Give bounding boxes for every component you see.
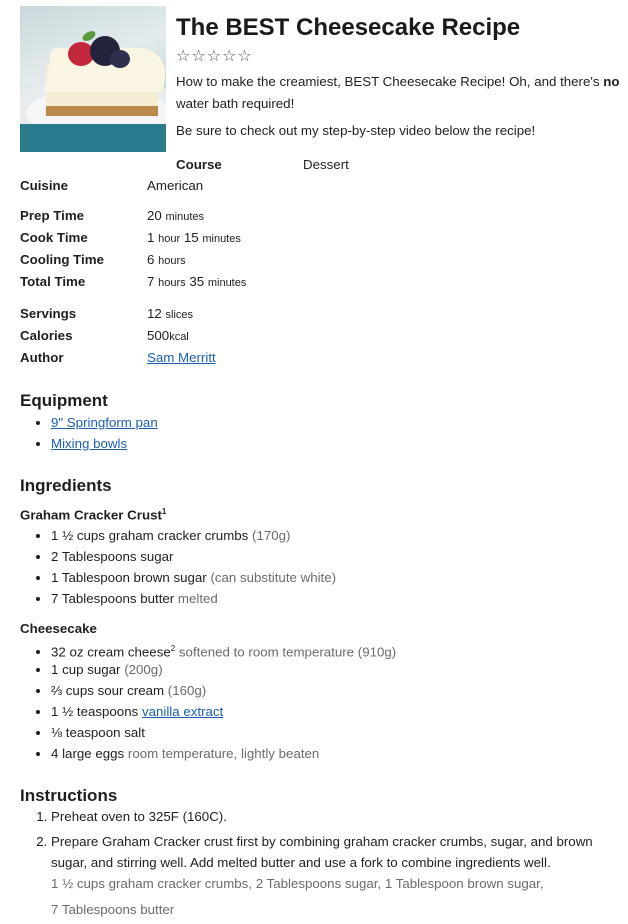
servings-value[interactable] — [147, 306, 193, 321]
blackberry-shape — [110, 50, 130, 68]
list-item — [51, 701, 396, 722]
ingredients-heading: Ingredients — [20, 476, 112, 495]
ingredient-note: room temperature, lightly beaten — [127, 746, 320, 761]
summary-bold: no — [603, 74, 620, 89]
ingredient-text: 7 Tablespoons butter — [51, 591, 178, 606]
ingredient-note: (170g) — [252, 528, 291, 543]
list-item — [51, 680, 396, 701]
total-time-minutes: 35 — [189, 274, 205, 289]
ingredient-text: 2 Tablespoons sugar — [51, 549, 174, 564]
cooling-time-label: Cooling Time — [20, 252, 104, 267]
ingredient-text: 1 ½ cups graham cracker crumbs — [51, 528, 253, 543]
list-item — [51, 743, 396, 764]
total-time-hours-unit: hours — [158, 277, 186, 289]
cook-time-hours: 1 — [147, 230, 155, 245]
cooling-time-unit: hours — [158, 255, 186, 267]
list-item — [51, 525, 336, 546]
prep-time-label: Prep Time — [20, 208, 85, 223]
cooling-time-num: 6 — [147, 252, 155, 267]
ingredient-text: 1 ½ teaspoons — [51, 704, 142, 719]
list-item — [51, 433, 158, 454]
total-time-minutes-unit: minutes — [207, 277, 247, 289]
instruction-ingredient-note: 7 Tablespoons butter — [51, 902, 175, 917]
ingredient-note: (200g) — [124, 662, 163, 677]
rating-stars-icon[interactable]: ☆☆☆☆☆ — [176, 48, 253, 65]
equipment-link-springform-pan[interactable]: 9" Springform pan — [51, 415, 158, 430]
summary-text: How to make the creamiest, BEST Cheesecake Recipe! Oh, and there's — [176, 74, 604, 89]
summary-end: water bath required! — [176, 96, 295, 111]
cuisine-value: American — [147, 178, 204, 193]
calories-unit: kcal — [169, 331, 189, 343]
cook-time-minutes: 15 — [183, 230, 199, 245]
crust-ingredient-list — [20, 525, 336, 609]
cook-time-label: Cook Time — [20, 230, 88, 245]
list-item — [51, 412, 158, 433]
recipe-summary-video-note: Be sure to check out my step-by-step video below the recipe! — [176, 123, 536, 138]
napkin-shape — [20, 124, 166, 152]
recipe-summary — [176, 71, 628, 115]
list-item — [51, 638, 396, 659]
crust-group-title: Graham Cracker Crust — [20, 507, 162, 523]
servings-unit: slices — [165, 309, 194, 321]
instructions-list — [20, 806, 628, 920]
recipe-title: The BEST Cheesecake Recipe — [176, 14, 521, 41]
ingredient-note: softened to room temperature (910g) — [175, 644, 397, 660]
cuisine-label: Cuisine — [20, 178, 69, 193]
calories-num: 500 — [147, 328, 170, 343]
instruction-step — [51, 806, 628, 827]
servings-num: 12 — [147, 306, 162, 321]
cook-time-value — [147, 230, 241, 245]
cake-crust-shape — [46, 106, 158, 116]
ingredient-text: 1 cup sugar — [51, 662, 125, 677]
cook-time-hours-unit: hour — [158, 233, 181, 245]
prep-time-num: 20 — [147, 208, 162, 223]
crust-footnote-ref[interactable]: 1 — [161, 507, 167, 516]
total-time-value — [147, 274, 246, 289]
cheesecake-group-heading: Cheesecake — [20, 621, 97, 636]
total-time-label: Total Time — [20, 274, 86, 289]
ingredient-note: melted — [177, 591, 218, 606]
list-item — [51, 546, 336, 567]
cook-time-minutes-unit: minutes — [202, 233, 241, 245]
ingredient-note: (can substitute white) — [210, 570, 337, 585]
instruction-step-text: Prepare Graham Cracker crust first by combining graham cracker crumbs, sugar, and brown sugar, and stirring well. Add melted butter and use a fork to combine ingredients well. — [51, 834, 593, 870]
ingredient-text: ⅛ teaspoon salt — [51, 725, 145, 740]
ingredient-text: ⅔ cups sour cream — [51, 683, 168, 698]
course-label: Course — [176, 157, 222, 172]
recipe-image — [20, 6, 166, 152]
equipment-list — [20, 412, 158, 454]
ingredient-note: (160g) — [167, 683, 207, 698]
instruction-step-text: Preheat oven to 325F (160C). — [51, 809, 227, 824]
list-item — [51, 659, 396, 680]
course-value: Dessert — [303, 157, 349, 172]
prep-time-value — [147, 208, 204, 223]
list-item — [51, 567, 336, 588]
equipment-heading: Equipment — [20, 391, 108, 410]
instruction-step — [51, 831, 628, 920]
cream-cheese-footnote-ref[interactable]: 2 — [170, 644, 176, 653]
ingredient-text: 1 Tablespoon brown sugar — [51, 570, 211, 585]
ingredient-text: 4 large eggs — [51, 746, 128, 761]
calories-label: Calories — [20, 328, 73, 343]
crust-group-heading — [20, 507, 166, 522]
vanilla-extract-link[interactable]: vanilla extract — [141, 704, 224, 719]
author-label: Author — [20, 350, 64, 365]
cheesecake-ingredient-list — [20, 638, 396, 764]
prep-time-unit: minutes — [165, 211, 205, 223]
list-item — [51, 722, 396, 743]
list-item — [51, 588, 336, 609]
ingredient-text: 32 oz cream cheese — [51, 644, 171, 660]
total-time-hours: 7 — [147, 274, 155, 289]
instruction-ingredient-note: 1 ½ cups graham cracker crumbs, 2 Tablespoons sugar, 1 Tablespoon brown sugar, — [51, 876, 544, 891]
author-link[interactable]: Sam Merritt — [147, 350, 216, 365]
servings-label: Servings — [20, 306, 77, 321]
cooling-time-value — [147, 252, 186, 267]
calories-value — [147, 328, 189, 343]
instructions-heading: Instructions — [20, 786, 118, 805]
equipment-link-mixing-bowls[interactable]: Mixing bowls — [51, 436, 128, 451]
